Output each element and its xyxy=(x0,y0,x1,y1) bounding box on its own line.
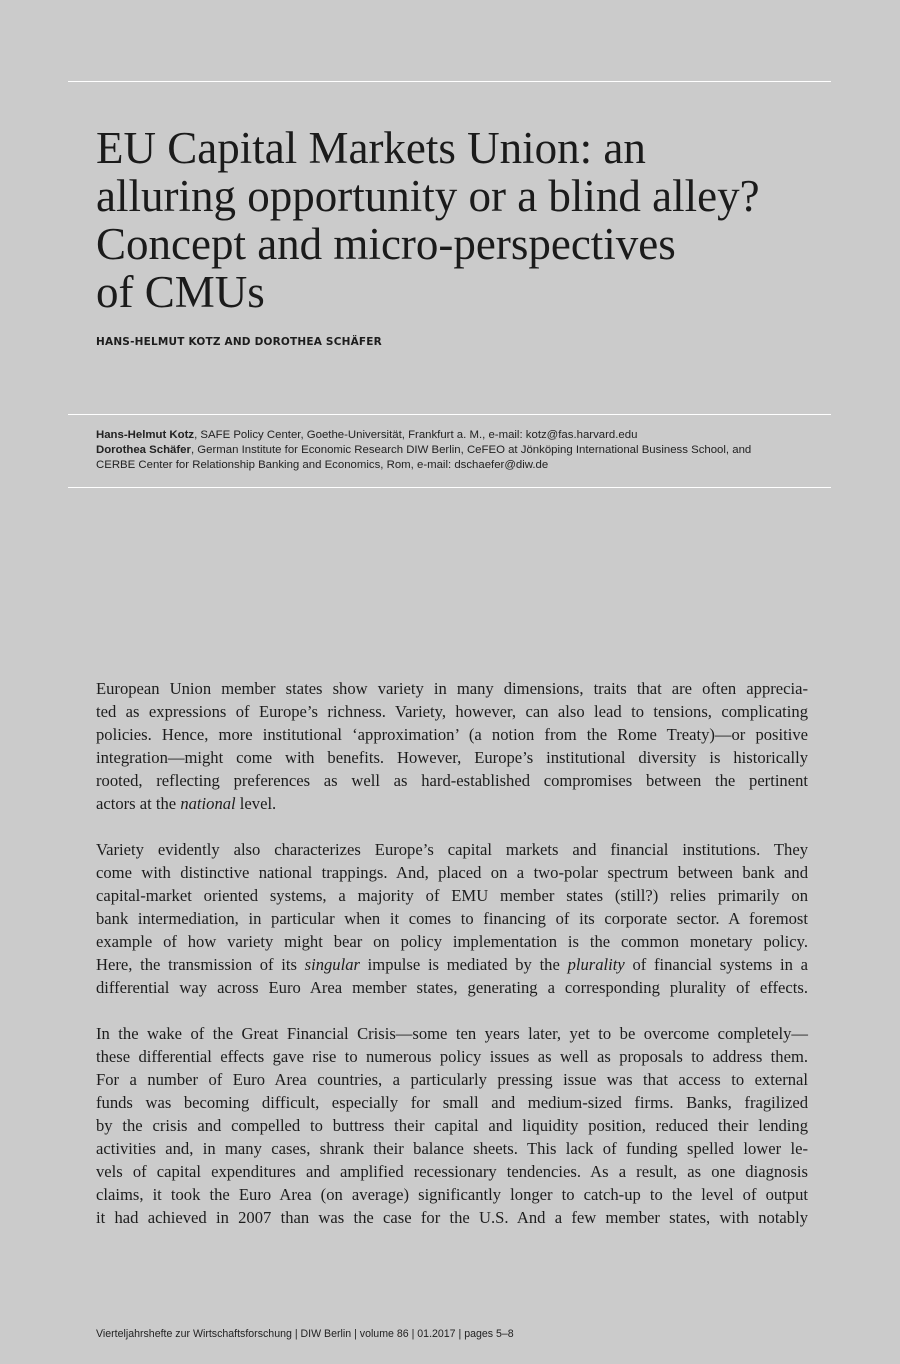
paragraph-2 xyxy=(96,838,808,999)
text-line: by the crisis and compelled to buttress their capital and liquidity position, reduced their lending xyxy=(96,1116,808,1135)
title-line: alluring opportunity or a blind alley? xyxy=(96,171,760,221)
text-line: these differential effects gave rise to numerous policy issues as well as proposals to address them. xyxy=(96,1047,808,1066)
title-line: of CMUs xyxy=(96,267,265,317)
text-line: ted as expressions of Europe’s richness. Variety, however, can also lead to tensions, complicating xyxy=(96,702,808,721)
text-run: level. xyxy=(235,794,277,813)
text-line: capital-market oriented systems, a majority of EMU member states (still?) relies primarily on xyxy=(96,886,808,905)
text-line: In the wake of the Great Financial Crisis—some ten years later, yet to be overcome completely— xyxy=(96,1024,808,1043)
text-line: claims, it took the Euro Area (on average) significantly longer to catch-up to the level of output xyxy=(96,1185,808,1204)
affiliation-schaefer xyxy=(96,443,816,458)
text-line: For a number of Euro Area countries, a particularly pressing issue was that access to external xyxy=(96,1070,808,1089)
text-line: policies. Hence, more institutional ‘approximation’ (a notion from the Rome Treaty)—or positive xyxy=(96,725,808,744)
paragraph-3 xyxy=(96,1022,808,1229)
top-divider xyxy=(68,81,831,82)
emphasis-text: singular xyxy=(304,955,360,974)
page-footer: Vierteljahrshefte zur Wirtschaftsforschung | DIW Berlin | volume 86 | 01.2017 | pages 5–8 xyxy=(96,1328,514,1340)
affiliation-text: , German Institute for Economic Research DIW Berlin, CeFEO at Jönköping International Business School, and xyxy=(190,444,752,456)
emphasis-text: national xyxy=(180,794,236,813)
affiliation-text: , SAFE Policy Center, Goethe-Universität, Frankfurt a. M., e-mail: kotz@fas.harvard.edu xyxy=(194,429,638,441)
text-line: vels of capital expenditures and amplified recessionary tendencies. As a result, as one diagnosis xyxy=(96,1162,808,1181)
text-line: integration—might come with benefits. However, Europe’s institutional diversity is historically xyxy=(96,748,808,767)
text-line xyxy=(96,792,808,815)
text-run: actors at the xyxy=(96,794,181,813)
text-line: activities and, in many cases, shrank their balance sheets. This lack of funding spelled lower le- xyxy=(96,1139,808,1158)
author-affiliations xyxy=(96,428,816,473)
text-line: differential way across Euro Area member states, generating a corresponding plurality of effects. xyxy=(96,978,808,997)
text-line: bank intermediation, in particular when it comes to financing of its corporate sector. A foremost xyxy=(96,909,808,928)
affiliation-schaefer-cont: CERBE Center for Relationship Banking and Economics, Rom, e-mail: dschaefer@diw.de xyxy=(96,459,549,471)
text-line: funds was becoming difficult, especially for small and medium-sized firms. Banks, fragilized xyxy=(96,1093,808,1112)
affiliation-divider-bottom xyxy=(68,487,831,488)
text-line: European Union member states show variety in many dimensions, traits that are often apprecia- xyxy=(96,679,808,698)
text-run: impulse is mediated by the xyxy=(359,955,568,974)
text-line: rooted, reflecting preferences as well as hard-established compromises between the pertinent xyxy=(96,771,808,790)
paragraph-1 xyxy=(96,677,808,815)
text-line: it had achieved in 2007 than was the case for the U.S. And a few member states, with notably xyxy=(96,1208,808,1227)
text-line: Variety evidently also characterizes Europe’s capital markets and financial institutions. They xyxy=(96,840,808,859)
affiliation-name: Dorothea Schäfer xyxy=(96,444,191,456)
text-line xyxy=(96,953,808,976)
text-line: come with distinctive national trappings. And, placed on a two-polar spectrum between bank and xyxy=(96,863,808,882)
article-title xyxy=(96,124,826,316)
text-run: Here, the transmission of its xyxy=(96,955,305,974)
title-line: Concept and micro-perspectives xyxy=(96,219,676,269)
article-body xyxy=(96,677,808,1252)
author-byline: HANS-HELMUT KOTZ AND DOROTHEA SCHÄFER xyxy=(96,336,382,348)
title-line: EU Capital Markets Union: an xyxy=(96,123,646,173)
affiliation-name: Hans-Helmut Kotz xyxy=(96,429,195,441)
emphasis-text: plurality xyxy=(567,955,625,974)
text-run: of financial systems in a xyxy=(624,955,809,974)
affiliation-divider-top xyxy=(68,414,831,415)
affiliation-kotz xyxy=(96,428,816,443)
text-line: example of how variety might bear on policy implementation is the common monetary policy. xyxy=(96,932,808,951)
